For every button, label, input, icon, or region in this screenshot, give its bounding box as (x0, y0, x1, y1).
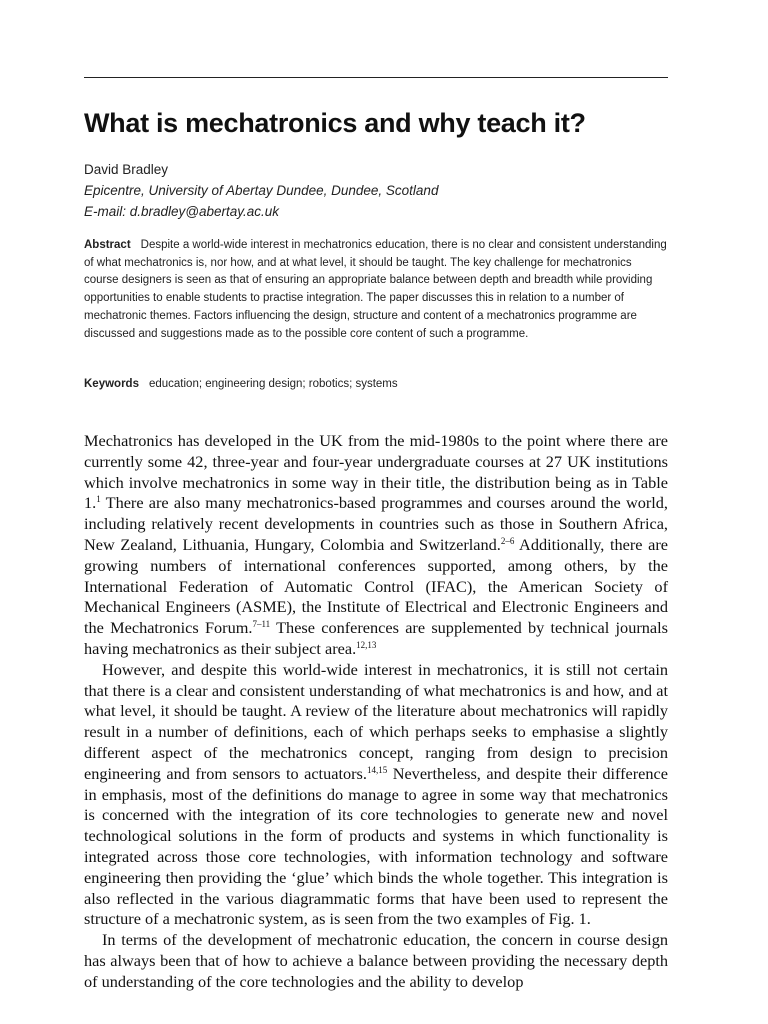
abstract (84, 237, 668, 343)
paragraph-text: However, and despite this world-wide interest in mechatronics, it is still not certain that there is a clear and consistent understanding of what mechatronics is and how, and at what level, it should be taught. A review of the literature about mechatronics will rapidly result in a number of definitions, each of which perhaps seeks to emphasise a slightly different aspect of the mechatronics concept, ranging from design to precision engineering and from sensors to actuators. (84, 659, 668, 783)
paragraph-text: Additionally, there are growing numbers of international conferences supported, among others, by the International Federation of Automatic Control (IFAC), the American Society of Mechanical Engineers (ASME), the Institute of Electrical and Electronic Engineers and the Mechatronics Forum. (84, 534, 668, 638)
body-paragraph-3: In terms of the development of mechatronic education, the concern in course design has always been that of how to achieve a balance between providing the necessary depth of understanding of the core technologies and the ability to develop (84, 930, 668, 991)
keywords (84, 376, 668, 392)
body-paragraph-2 (84, 660, 668, 930)
paragraph-text: Nevertheless, and despite their difference in emphasis, most of the definitions do manage to agree in some way that mechatronics is concerned with the integration of its core technologies to generate new and novel technological solutions in the form of products and systems in which functionality is integrated across those core technologies, with information technology and software engineering then providing the ‘glue’ which binds the whole together. This integration is also reflected in the various diagrammatic forms that have been used to represent the structure of a mechatronic system, as is seen from the two examples of Fig. 1. (84, 763, 669, 929)
body-text (84, 431, 668, 993)
author-email: E-mail: d.bradley@abertay.ac.uk (84, 204, 280, 219)
citation: 14,15 (366, 764, 388, 775)
citation: 1 (96, 494, 101, 505)
citation: 2–6 (500, 535, 515, 546)
header-rule (84, 77, 668, 78)
citation: 12,13 (356, 639, 377, 650)
keywords-text: education; engineering design; robotics; systems (148, 378, 398, 390)
author-name: David Bradley (84, 162, 169, 177)
body-paragraph-1 (84, 431, 668, 660)
paragraph-text: There are also many mechatronics-based programmes and courses around the world, including relatively recent developments in countries such as those in Southern Africa, New Zealand, Lithuania, Hungary, Colombia and Switzerland. (84, 493, 668, 554)
abstract-text: Despite a world-wide interest in mechatronics education, there is no clear and consistent understanding of what mechatronics is, nor how, and at what level, it should be taught. The key challenge for mechatronics course designers is seen as that of ensuring an appropriate balance between depth and breadth while providing opportunities to enable students to practise integration. The paper discusses this in relation to a number of mechatronic themes. Factors influencing the design, structure and content of a mechatronics programme are discussed and suggestions made as to the possible core content of such a programme. (84, 239, 667, 340)
paragraph-text: These conferences are supplemented by technical journals having mechatronics as their subject area. (84, 618, 668, 658)
paper-title: What is mechatronics and why teach it? (84, 108, 586, 138)
author-block (84, 159, 684, 222)
paragraph-text: Mechatronics has developed in the UK from the mid-1980s to the point where there are currently some 42, three-year and four-year undergraduate courses at 27 UK institutions which involve mechatronics in some way in their title, the distribution being as in Table 1. (84, 431, 668, 513)
author-affiliation: Epicentre, University of Abertay Dundee, Dundee, Scotland (84, 183, 439, 198)
citation: 7–11 (252, 619, 271, 630)
keywords-label: Keywords (84, 378, 139, 390)
abstract-label: Abstract (84, 239, 131, 251)
